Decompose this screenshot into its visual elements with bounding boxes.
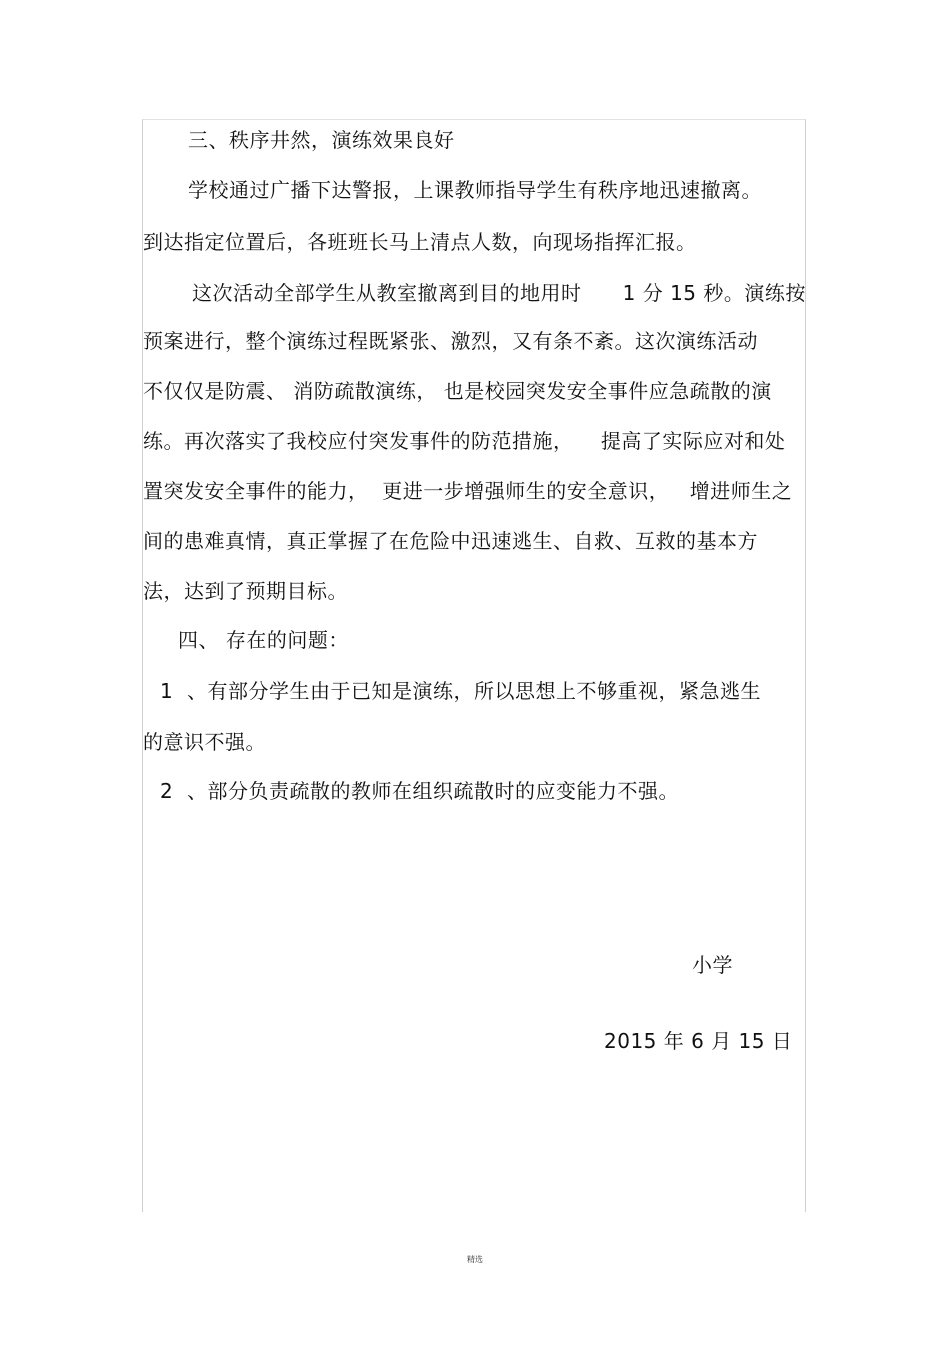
paragraph-line: 学校通过广播下达警报，上课教师指导学生有秩序地迅速撤离。 [188,178,762,202]
paragraph-line: 不仅仅是防震、 消防疏散演练， 也是校园突发安全事件应急疏散的演 [143,379,772,403]
signature-date: 2015 年 6 月 15 日 [604,1029,793,1053]
signature-school: 小学 [692,953,733,977]
section-heading-3: 三、秩序井然，演练效果良好 [188,128,455,152]
paragraph-line: 间的患难真情，真正掌握了在危险中迅速逃生、自救、互救的基本方 [143,529,758,553]
paragraph-line: 置突发安全事件的能力， 更进一步增强师生的安全意识， 增进师生之 [143,479,793,503]
issue-item-2: 2 、部分负责疏散的教师在组织疏散时的应变能力不强。 [160,779,679,803]
paragraph-line: 法，达到了预期目标。 [143,579,348,603]
footer-label: 精选 [467,1255,483,1264]
section-heading-4: 四、 存在的问题： [178,628,349,652]
paragraph-line: 练。再次落实了我校应付突发事件的防范措施， 提高了实际应对和处 [143,429,786,453]
paragraph-line: 到达指定位置后，各班班长马上清点人数，向现场指挥汇报。 [143,230,697,254]
paragraph-line: 预案进行，整个演练过程既紧张、激烈，又有条不紊。这次演练活动 [143,329,758,353]
issue-item-1: 1 、有部分学生由于已知是演练，所以思想上不够重视，紧急逃生 [160,679,761,703]
issue-item-1-continued: 的意识不强。 [143,730,266,754]
paragraph-line: 这次活动全部学生从教室撤离到目的地用时 1 分 15 秒。演练按 [192,281,806,305]
